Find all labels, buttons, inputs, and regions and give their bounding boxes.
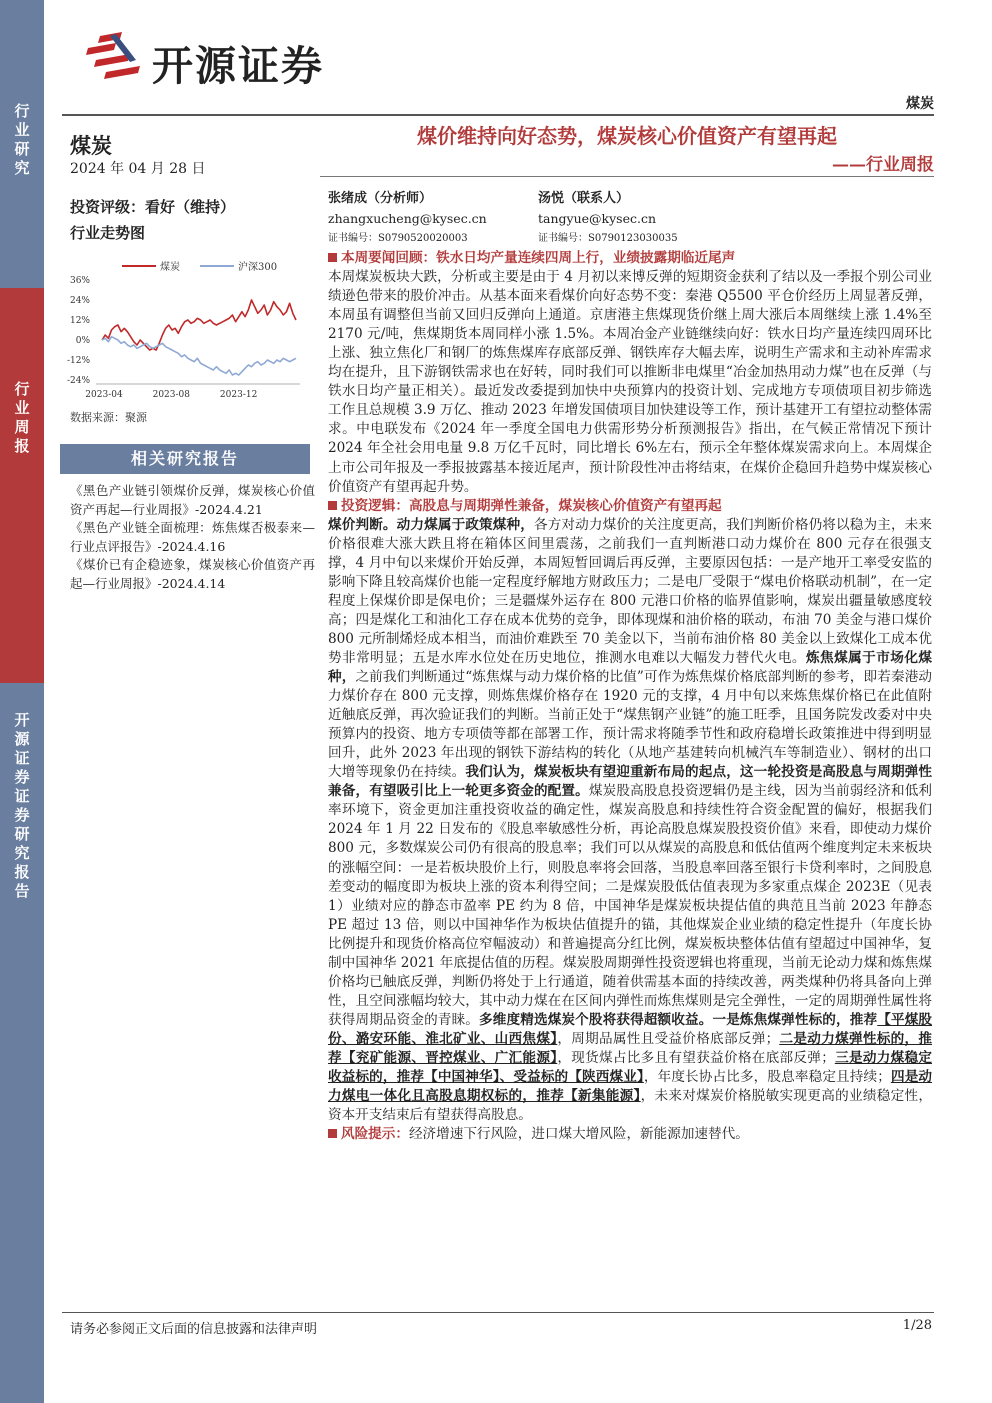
report-title: 煤价维持向好态势，煤炭核心价值资产有望再起 (417, 124, 837, 148)
recommend-group-1: 【平煤股份、潞安环能、淮北矿业、山西焦煤】 (328, 1011, 933, 1047)
recommend-group-2: 二是动力煤弹性标的，推荐【兖矿能源、晋控煤业、广汇能源】 (328, 1030, 933, 1066)
section-heading: 投资逻辑：高股息与周期弹性兼备，煤炭核心价值资产有望再起 (341, 497, 722, 514)
section-text: 各方对动力煤价的关注度更高，我们判断价格仍将以稳为主，未来价格很难大涨大跌且将在箱体区间里震荡，之前我们一直判断港口动力煤价在 800 元存在很强支撑，4 月中旬以来煤价开始反弹，本周短暂回调后再反弹，主要原因包括：一是产地开工率受安监的影响下降且较高煤价也能一定程度纾解地方财政压力；二是电厂受限于“煤电价格联动机制”，在一定程度上保煤价即是保电价；三是疆煤外运存在 800 元港口价格的临界值影响，煤炭出疆量敏感度较高；四是煤化工和油化工存在成本优势的竞争，即体现煤和油价格的联动，布油 70 美金与港口煤价 800 元所制烯烃成本相当，而油价难跌至 70 美金以下，当前布油价格 80 美金以上致煤化工成本优势非常明显；五是水库水位处在历史地位，推测水电难以大幅发力替代火电。 (328, 516, 933, 666)
series-line (102, 337, 296, 375)
section-bullet-icon (328, 1129, 337, 1138)
series-line (102, 300, 296, 350)
investment-rating: 投资评级：看好（维持） (70, 198, 236, 216)
company-logo (86, 30, 386, 90)
footer-divider (62, 1312, 934, 1313)
bold-lead: 我们认为，煤炭板块有望迎重新布局的起点，这一轮投资是高股息与周期弹性兼备，有望吸引比上一轮更多资金的配置。 (328, 764, 933, 800)
legend-label: 沪深300 (238, 262, 278, 273)
x-tick-label: 2023-12 (219, 390, 258, 400)
section-heading: 本周要闻回顾：铁水日均产量连续四周上行，业绩披露期临近尾声 (341, 250, 736, 266)
section-text: ，未来对煤炭价格脱敏实现更高的业绩稳定性，资本开支结束后有望获得高股息。 (328, 1088, 933, 1124)
recommend-group-4: 四是动力煤电一体化且高股息期权标的，推荐【新集能源】 (328, 1069, 933, 1105)
section-text: ，现货煤占比多且有望获益价格在底部反弹； (557, 1049, 835, 1066)
section-text: 本周煤炭板块大跌，分析或主要是由于 4 月初以来博反弹的短期资金获利了结以及一季报个别公司业绩逊色带来的股价冲击。从基本面来看煤价向好态势不变：秦港 Q5500 平仓价经历上周显著反弹，本周虽有调整但当前又回归反弹向上通道。京唐港主焦煤现货价继上周大涨后本周继续上涨 1.4%至 2170 元/吨，焦煤期货本周同样小涨 1.5%。本周冶金产业链继续向好：铁水日均产量连续四周环比上涨、独立焦化厂和钢厂的炼焦煤库存底部反弹、钢铁库存大幅去库，说明生产需求和主动补库需求均在提升，且下游钢铁需求也在好转，同时我们可以推断非电煤里“冶金加热用动力煤”也在反弹（与铁水日均产量正相关）。最近发改委提到加快中央预算内的投资计划、完成地方专项债项目初步筛选工作且总规模 3.9 万亿、推动 2023 年增发国债项目加快建设等工作，预计基建开工有望拉动整体需求。中电联发布《2024 年一季度全国电力供需形势分析预测报告》指出，在气候正常情况下预计 2024 年全社会用电量 9.8 万亿千瓦时，同比增长 6%左右，预示全年整体煤炭需求向上。本周煤企上市公司年报及一季报披露基本接近尾声，预计阶段性冲击将结束，在煤价企稳回升趋势中煤炭核心价值资产有望再起升势。 (328, 269, 932, 495)
recommend-group-3: 三是动力煤稳定收益标的，推荐【中国神华】、受益标的【陕西煤业】 (328, 1049, 933, 1086)
analyst-cert: 证书编号：S0790520020003 (328, 233, 468, 244)
related-report-item[interactable]: 《黑色产业链全面梳理：炼焦煤否极泰来—行业点评报告》-2024.4.16 (70, 520, 315, 554)
contact-card (538, 189, 678, 249)
bold-lead: 炼焦煤属于市场化煤种， (328, 649, 933, 686)
bold-lead: 煤价判断。动力煤属于政策煤种， (328, 516, 534, 533)
related-reports-list (70, 482, 315, 593)
legend-label: 煤炭 (160, 262, 180, 273)
footer-disclaimer[interactable]: 请务必参阅正文后面的信息披露和法律声明 (70, 1322, 318, 1337)
section-text: 之前我们判断通过“炼焦煤与动力煤价格的比值”可作为炼焦煤价格底部判断的参考，即若秦港动力煤价存在 800 元支撑，则炼焦煤价格存在 1920 元的支撑，4 月中旬以来炼焦煤价格已在此值附近触底反弹，再次验证我们的判断。当前正处于“煤焦钢产业链”的施工旺季，且国务院发改委对中央预算内的投资、地方专项债等都在部署工作，预计需求将随季节性和政府稳增长政策推进中得到明显回升，此外 2023 年出现的钢铁下游结构的转化（从地产基建转向机械汽车等制造业）、钢材的出口大增等现象仍在持续。 (328, 669, 933, 781)
report-body (328, 249, 932, 1144)
x-tick-label: 2023-04 (85, 390, 123, 400)
chart-source: 数据来源：聚源 (70, 411, 147, 424)
y-tick-label: 0% (75, 336, 90, 346)
y-tick-label: -24% (66, 376, 90, 386)
header-sector-tag: 煤炭 (906, 96, 934, 112)
x-tick-label: 2023-08 (152, 390, 191, 400)
section-heading: 风险提示： (341, 1126, 409, 1143)
sidebar-segment-weekly: 行业周报 (0, 288, 44, 683)
y-tick-label: -12% (66, 356, 90, 366)
section-weekly-review (328, 249, 932, 497)
analyst-email[interactable]: zhangxucheng@kysec.cn (328, 211, 487, 226)
side-bar (0, 0, 44, 1403)
contact-name: 汤悦（联系人） (538, 191, 630, 206)
section-bullet-icon (328, 501, 337, 510)
logo-mark-icon (86, 32, 142, 84)
logo-text: 开源证券 (152, 42, 324, 90)
y-tick-label: 12% (69, 316, 90, 326)
header-divider (62, 114, 934, 116)
report-subtitle: ——行业周报 (832, 155, 934, 175)
sidebar-segment-company: 开源证券证券研究报告 (0, 685, 44, 1403)
section-investment-logic (328, 497, 932, 1126)
contact-cert: 证书编号：S0790123030035 (538, 233, 678, 244)
bold-lead: 多维度精选煤炭个股将获得超额收益。一是炼焦煤弹性标的，推荐 (479, 1011, 878, 1028)
sector-name: 煤炭 (70, 133, 112, 158)
title-divider (320, 176, 934, 177)
related-report-item[interactable]: 《煤价已有企稳迹象，煤炭核心价值资产再起—行业周报》-2024.4.14 (70, 557, 315, 591)
page-number: 1/28 (902, 1318, 932, 1333)
analyst-name: 张绪成（分析师） (328, 191, 433, 206)
related-report-item[interactable]: 《黑色产业链引领煤价反弹，煤炭核心价值资产再起—行业周报》-2024.4.21 (70, 483, 315, 517)
section-text: ，年度长协占比多，股息率稳定且持续； (643, 1069, 891, 1086)
trend-chart-title: 行业走势图 (70, 224, 146, 242)
section-risk (328, 1125, 932, 1144)
section-text: 经济增速下行风险，进口煤大增风险，新能源加速替代。 (408, 1126, 749, 1143)
y-tick-label: 36% (69, 276, 90, 286)
y-tick-label: 24% (69, 296, 90, 306)
report-date: 2024 年 04 月 28 日 (70, 161, 206, 177)
contact-email[interactable]: tangyue@kysec.cn (538, 211, 657, 226)
trend-chart (60, 254, 310, 408)
related-reports-header: 相关研究报告 (60, 444, 310, 474)
section-bullet-icon (328, 253, 337, 262)
section-text: 煤炭股高股息投资逻辑仍是主线，因为当前弱经济和低利率环境下，资金更加注重投资收益的确定性，煤炭高股息和持续性符合资金配置的偏好，根据我们 2024 年 1 月 22 日发布的《股息率敏感性分析，再论高股息煤炭股投资价值》来看，即使动力煤价 800 元，多数煤炭公司仍有很高的股息率；我们可以从煤炭的高股息和低估值两个维度判定未来板块的涨幅空间：一是若板块股价上行，则股息率将会回落，当股息率回落至银行卡贷利率时，之间股息差变动的幅度即为板块上涨的资本利得空间；二是煤炭股低估值表现为多家重点煤企 2023E（见表 1）业绩对应的静态市盈率 PE 约为 8 倍，中国神华是煤炭板块提估值的典范且当前 2023 年静态 PE 超过 13 倍，则以中国神华作为板块估值提升的锚，其他煤炭企业业绩的稳定性提升（年度长协比例提升和现货价格高位窄幅波动）和普遍提高分红比例，煤炭板块整体估值有望超过中国神华，复制中国神华 2021 年底提估值的历程。煤炭股周期弹性投资逻辑也将重现，当前无论动力煤和炼焦煤价格均已触底反弹，判断仍将处于上行通道，随着供需基本面的持续改善，两类煤种仍将具备向上弹性，且空间涨幅均较大，其中动力煤在在区间内弹性而炼焦煤则是完全弹性，一定的周期弹性属性将获得周期品资金的青睐。 (328, 783, 933, 1028)
analyst-card (328, 189, 487, 249)
section-text: ，周期品属性且受益价格底部反弹； (557, 1030, 780, 1047)
sidebar-segment-industry-research: 行业研究 (0, 96, 44, 286)
